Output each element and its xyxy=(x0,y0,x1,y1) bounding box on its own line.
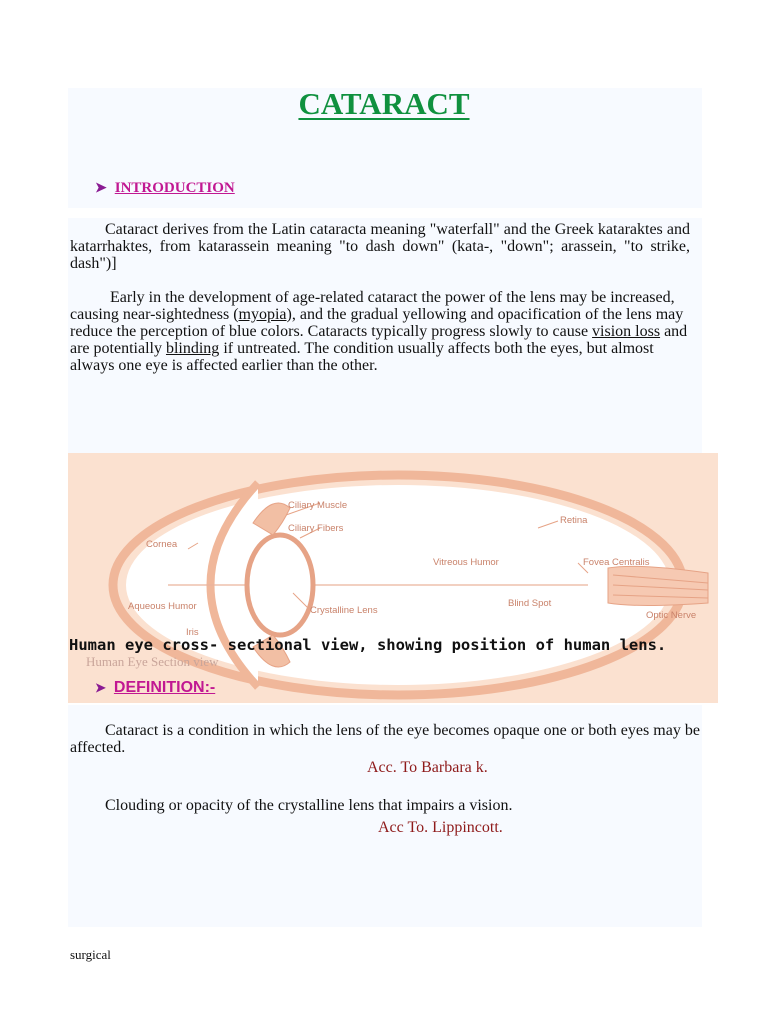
optic-nerve-label: Optic Nerve xyxy=(646,610,697,621)
definition-paragraph-1: Cataract is a condition in which the lens of the eye becomes opaque one or both eyes may be affected. xyxy=(70,722,700,756)
watermark-label: Human Eye Section view xyxy=(86,654,219,669)
citation-barbara: Acc. To Barbara k. xyxy=(367,759,488,776)
blind-spot-label: Blind Spot xyxy=(508,598,552,609)
page-title: CATARACT xyxy=(298,86,470,121)
eye-diagram xyxy=(68,453,718,703)
introduction-heading: ➤ INTRODUCTION xyxy=(95,180,235,196)
aqueous-humor-label: Aqueous Humor xyxy=(128,601,197,612)
crystalline-lens-label: Crystalline Lens xyxy=(310,605,378,616)
eye-cross-section-image xyxy=(68,453,718,703)
citation-lippincott: Acc To. Lippincott. xyxy=(378,819,503,836)
blinding-link[interactable]: blinding xyxy=(165,340,220,357)
diagram-caption: Human eye cross- sectional view, showing position of human lens. xyxy=(69,636,667,654)
arrow-bullet-icon: ➤ xyxy=(95,680,106,695)
vision-loss-link[interactable]: vision loss xyxy=(592,323,661,340)
vitreous-humor-label: Vitreous Humor xyxy=(433,557,499,568)
cornea-label: Cornea xyxy=(146,539,178,550)
indent-spacer xyxy=(70,289,110,306)
iris-label: Iris xyxy=(186,627,199,638)
indent-spacer xyxy=(70,722,105,739)
ciliary-fibers-label: Ciliary Fibers xyxy=(288,523,344,534)
ciliary-muscle-label: Ciliary Muscle xyxy=(288,500,348,511)
indent-spacer xyxy=(70,221,105,238)
retina-label: Retina xyxy=(560,515,588,526)
intro-paragraph-development: Early in the development of age-related cataract the power of the lens may be increased, causing near-sightedness (myopia), and the gradual yellowing and opacification of the lens may reduce the perception of blue colors. Cataracts typically progress slowly to cause vision loss and are potentially blinding if untreated. The condition usually affects both the eyes, but almost always one eye is affected earlier than the other. xyxy=(70,289,688,374)
intro-paragraph-etymology: Cataract derives from the Latin cataracta meaning "waterfall" and the Greek kataraktes and katarrhaktes, from katarassein meaning "to dash down" (kata-, "down"; arassein, "to strike, dash")] xyxy=(70,221,690,272)
definition-heading: ➤ DEFINITION:- xyxy=(95,679,216,696)
definition-paragraph-2: Clouding or opacity of the crystalline lens that impairs a vision. xyxy=(105,797,513,814)
footer-label: surgical xyxy=(70,947,111,962)
fovea-centralis-label: Fovea Centralis xyxy=(583,557,650,568)
arrow-bullet-icon: ➤ xyxy=(95,181,107,196)
crystalline-lens-shape xyxy=(247,535,313,635)
myopia-link[interactable]: myopia xyxy=(238,306,287,323)
